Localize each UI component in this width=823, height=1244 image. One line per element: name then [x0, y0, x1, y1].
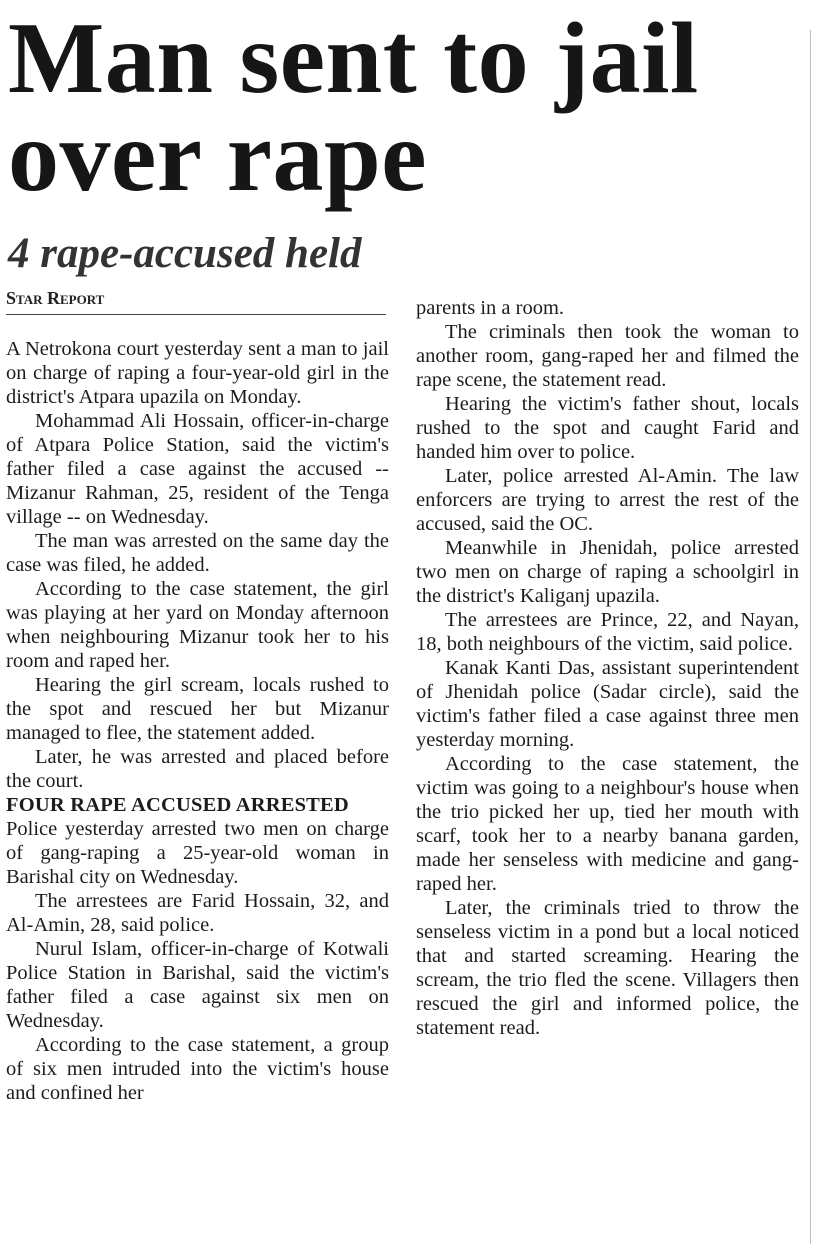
paragraph: According to the case statement, a group of six men intruded into the victim's house and confined her [6, 1034, 389, 1104]
paragraph: The man was arrested on the same day the case was filed, he added. [6, 530, 389, 576]
article-column-right [416, 296, 799, 1040]
paragraph: Nurul Islam, officer-in-charge of Kotwali Police Station in Barishal, said the victim's father filed a case against six men on Wednesday. [6, 938, 389, 1032]
paragraph: According to the case statement, the victim was going to a neighbour's house when the trio picked her up, tied her mouth with scarf, took her to a nearby banana garden, made her senseless with medicine and gang-raped her. [416, 753, 799, 895]
section-heading: FOUR RAPE ACCUSED ARRESTED [6, 794, 349, 816]
paragraph: The criminals then took the woman to another room, gang-raped her and filmed the rape scene, the statement read. [416, 321, 799, 391]
paragraph: parents in a room. [416, 297, 565, 319]
paragraph: The arrestees are Prince, 22, and Nayan, 18, both neighbours of the victim, said police. [416, 609, 799, 655]
paragraph: Later, police arrested Al-Amin. The law enforcers are trying to arrest the rest of the accused, said the OC. [416, 465, 799, 535]
paragraph: Meanwhile in Jhenidah, police arrested two men on charge of raping a schoolgirl in the district's Kaliganj upazila. [416, 537, 799, 607]
headline-line-1: Man sent to jail [8, 2, 699, 115]
paragraph: Later, the criminals tried to throw the senseless victim in a pond but a local noticed that and started screaming. Hearing the scream, the trio fled the scene. Villagers then rescued the girl and informed police, the statement read. [416, 897, 799, 1039]
headline [8, 2, 808, 213]
paragraph: Mohammad Ali Hossain, officer-in-charge of Atpara Police Station, said the victim's father filed a case against the accused -- Mizanur Rahman, 25, resident of the Tenga village -- on Wednesday. [6, 410, 389, 528]
paragraph: Later, he was arrested and placed before the court. [6, 746, 389, 792]
paragraph: Hearing the girl scream, locals rushed to the spot and rescued her but Mizanur managed to flee, the statement added. [6, 674, 389, 744]
paragraph: Hearing the victim's father shout, locals rushed to the spot and caught Farid and handed him over to police. [416, 393, 799, 463]
paragraph: According to the case statement, the girl was playing at her yard on Monday afternoon when neighbouring Mizanur took her to his room and raped her. [6, 578, 389, 672]
column-rule [810, 30, 811, 1244]
paragraph: A Netrokona court yesterday sent a man to jail on charge of raping a four-year-old girl in the district's Atpara upazila on Monday. [6, 338, 389, 408]
paragraph: Kanak Kanti Das, assistant superintendent of Jhenidah police (Sadar circle), said the victim's father filed a case against three men yesterday morning. [416, 657, 799, 751]
headline-line-2: over rape [8, 100, 427, 213]
article-column-left [6, 337, 389, 1105]
paragraph: The arrestees are Farid Hossain, 32, and Al-Amin, 28, said police. [6, 890, 389, 936]
paragraph: Police yesterday arrested two men on charge of gang-raping a 25-year-old woman in Barishal city on Wednesday. [6, 818, 389, 888]
subheadline: 4 rape-accused held [8, 230, 362, 277]
byline: Star Report [6, 288, 386, 315]
